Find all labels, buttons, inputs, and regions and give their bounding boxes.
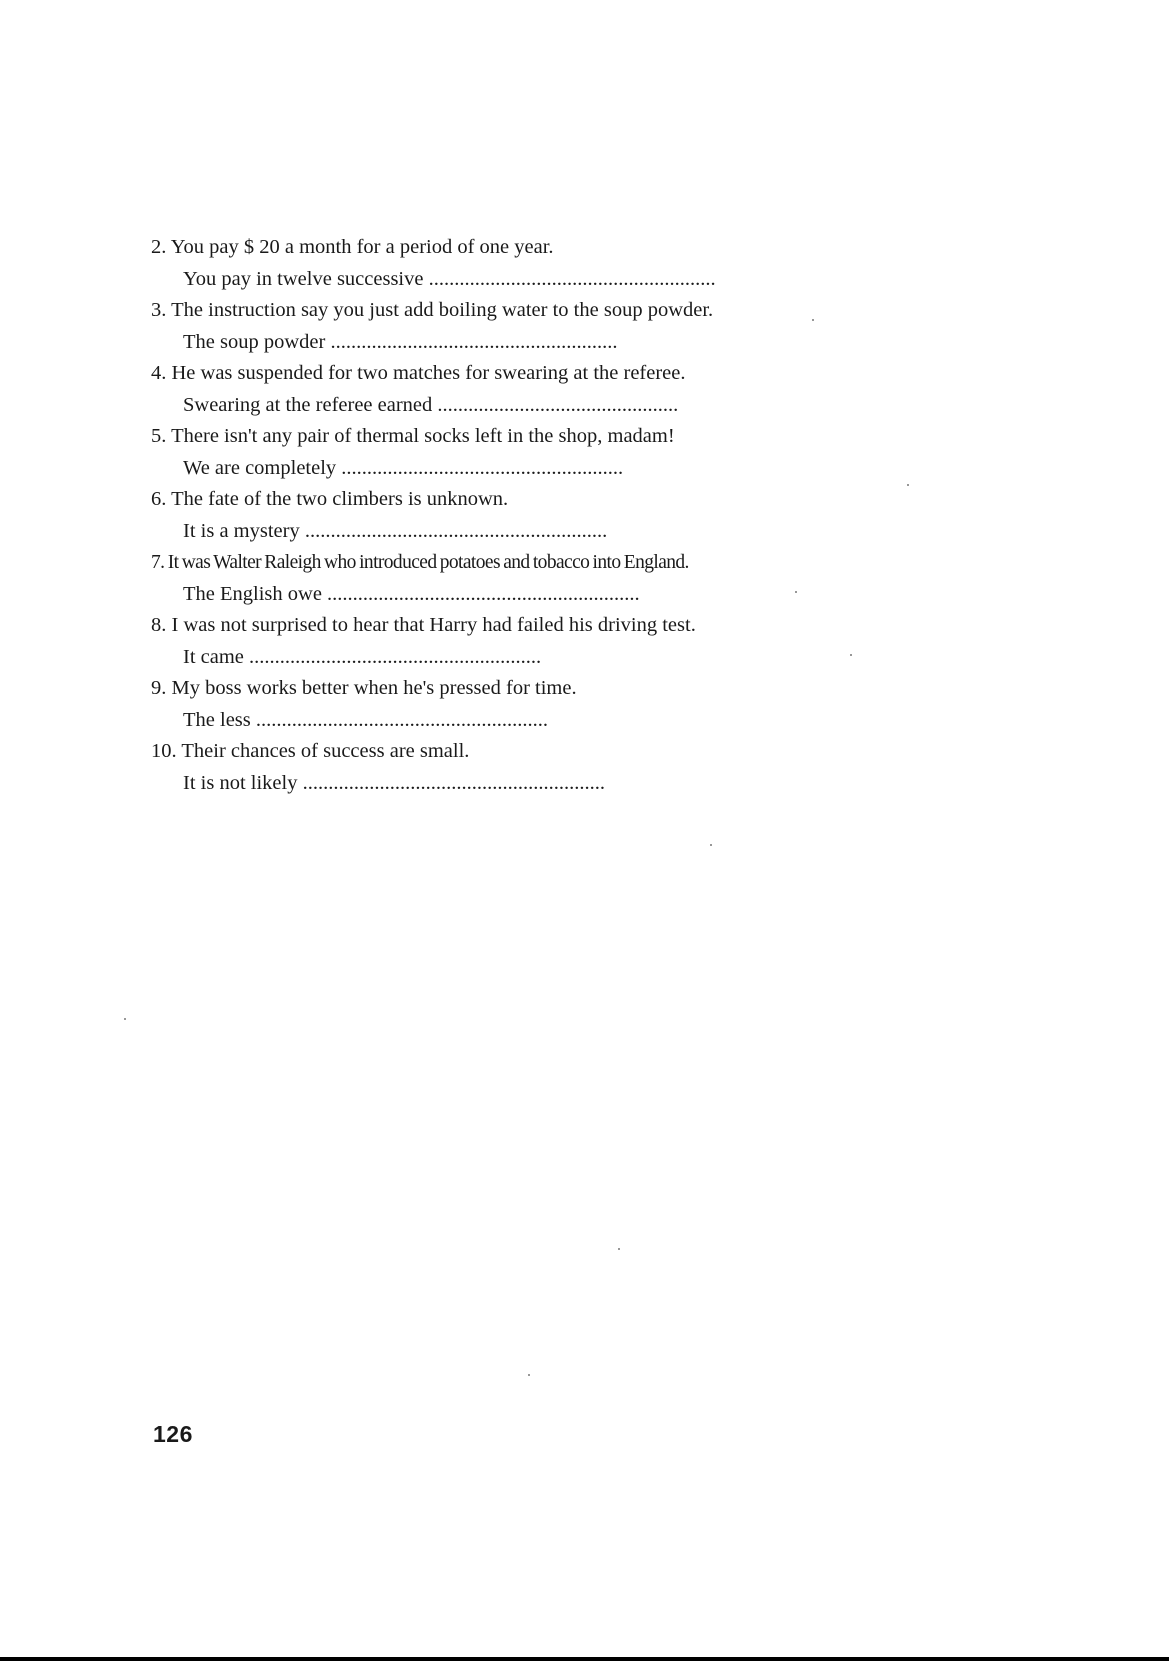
question-sentence: [151, 736, 801, 768]
item-number: 4.: [151, 362, 167, 384]
question-text: There isn't any pair of thermal socks left in the shop, madam!: [171, 425, 675, 447]
question-text: I was not surprised to hear that Harry had failed his driving test.: [171, 614, 696, 636]
scan-speck: [850, 654, 852, 656]
question-text: The instruction say you just add boiling water to the soup powder.: [171, 299, 714, 321]
exercise-item-7: [151, 547, 801, 610]
question-text: My boss works better when he's pressed for time.: [171, 677, 577, 699]
item-number: 7.: [151, 552, 165, 573]
question-sentence: [151, 358, 801, 390]
item-number: 5.: [151, 425, 167, 447]
scan-speck: [812, 319, 814, 321]
answer-blank: .........................................................: [255, 708, 548, 731]
answer-blank: ...........................................................: [302, 771, 605, 794]
answer-prompt: It is not likely: [183, 771, 298, 794]
answer-line: [151, 264, 801, 296]
item-number: 6.: [151, 488, 167, 510]
exercise-item-6: [151, 484, 801, 547]
scan-speck: [710, 844, 712, 846]
answer-blank: .............................................................: [327, 582, 640, 605]
answer-blank: .........................................................: [249, 645, 542, 668]
answer-line: [151, 642, 801, 674]
item-number: 9.: [151, 677, 167, 699]
exercise-list: [151, 232, 801, 799]
answer-line: [151, 579, 801, 611]
scan-speck: [907, 484, 909, 486]
exercise-item-8: [151, 610, 801, 673]
scan-speck: [618, 1248, 620, 1250]
answer-line: [151, 453, 801, 485]
question-text: He was suspended for two matches for swearing at the referee.: [171, 362, 686, 384]
answer-prompt: We are completely: [183, 456, 337, 479]
answer-prompt: It is a mystery: [183, 519, 300, 542]
page-bottom-edge: [0, 1657, 1169, 1661]
exercise-item-5: [151, 421, 801, 484]
exercise-item-4: [151, 358, 801, 421]
question-text: You pay $ 20 a month for a period of one year.: [170, 236, 554, 258]
answer-prompt: You pay in twelve successive: [183, 267, 424, 290]
question-sentence: [151, 547, 801, 579]
question-text: Their chances of success are small.: [181, 740, 470, 762]
item-number: 8.: [151, 614, 167, 636]
item-number: 10.: [151, 740, 177, 762]
answer-line: [151, 768, 801, 800]
answer-blank: ........................................................: [330, 330, 618, 353]
scan-speck: [124, 1018, 126, 1020]
answer-prompt: Swearing at the referee earned: [183, 393, 433, 416]
scan-speck: [795, 591, 797, 593]
question-sentence: [151, 673, 801, 705]
item-number: 3.: [151, 299, 167, 321]
scan-speck: [528, 1374, 530, 1376]
answer-prompt: It came: [183, 645, 244, 668]
question-text: The fate of the two climbers is unknown.: [171, 488, 509, 510]
exercise-item-10: [151, 736, 801, 799]
exercise-item-3: [151, 295, 801, 358]
answer-prompt: The less: [183, 708, 251, 731]
answer-line: [151, 390, 801, 422]
answer-line: [151, 705, 801, 737]
question-sentence: [151, 484, 801, 516]
answer-blank: ...............................................: [437, 393, 679, 416]
answer-prompt: The English owe: [183, 582, 322, 605]
item-number: 2.: [151, 236, 167, 258]
question-text: It was Walter Raleigh who introduced potatoes and tobacco into England.: [167, 552, 689, 573]
page-number: 126: [153, 1421, 193, 1447]
question-sentence: [151, 421, 801, 453]
answer-line: [151, 327, 801, 359]
answer-blank: ...........................................................: [304, 519, 608, 542]
exercise-item-9: [151, 673, 801, 736]
question-sentence: [151, 232, 801, 264]
exercise-item-2: [151, 232, 801, 295]
answer-prompt: The soup powder: [183, 330, 326, 353]
answer-blank: .......................................................: [341, 456, 624, 479]
answer-line: [151, 516, 801, 548]
answer-blank: ........................................................: [428, 267, 716, 290]
question-sentence: [151, 295, 801, 327]
question-sentence: [151, 610, 801, 642]
